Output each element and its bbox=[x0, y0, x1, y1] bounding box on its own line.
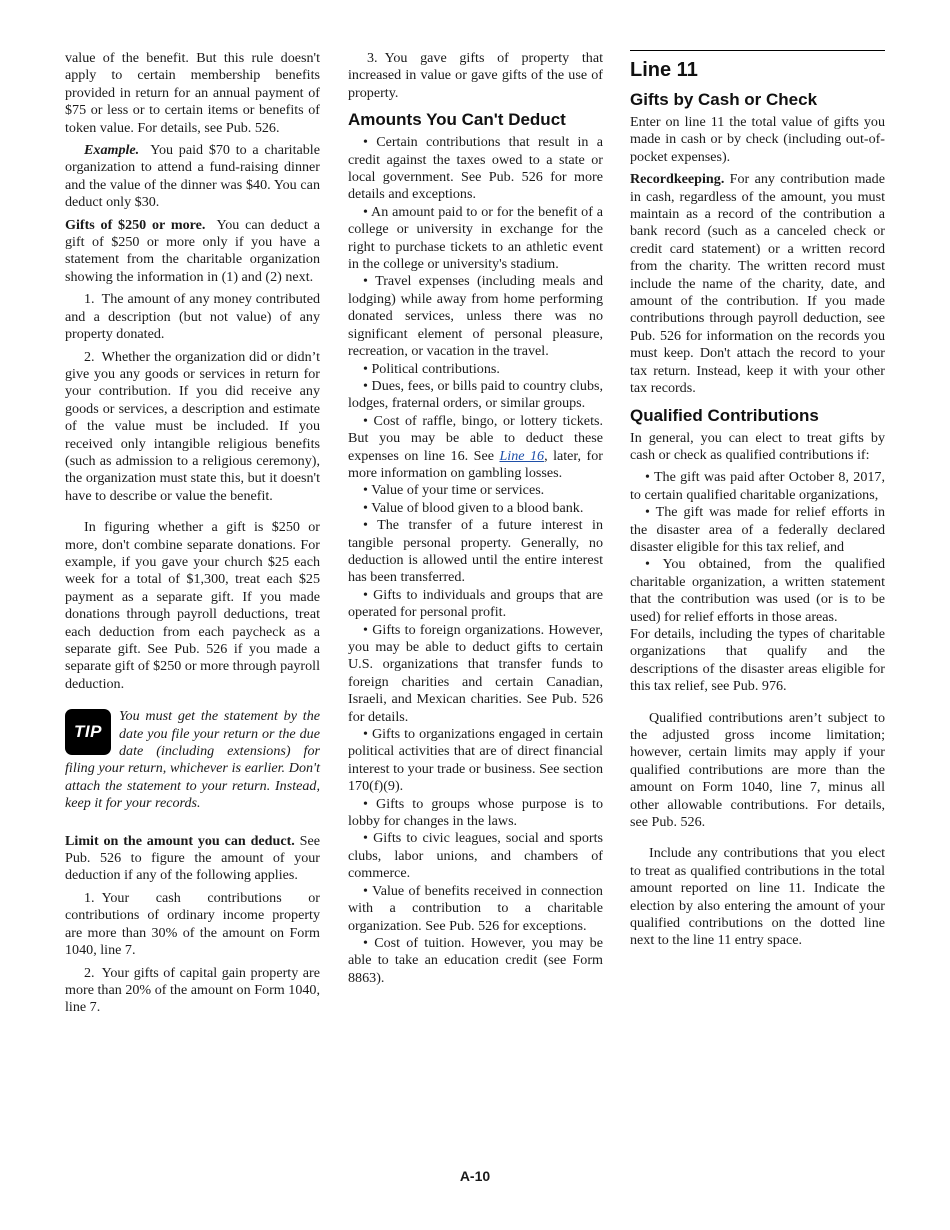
numbered-item-3: 3. You gave gifts of property that increased in value or gave gifts of the use of property. bbox=[348, 50, 603, 101]
bullet-item bbox=[348, 587, 603, 622]
bullet-icon: • bbox=[645, 469, 650, 486]
paragraph-limit bbox=[65, 833, 320, 885]
bullet-text: Political contributions. bbox=[371, 360, 500, 377]
numbered-item-2: 2. Whether the organization did or didn’t give you any goods or services in return for your contribution. If you did receive any goods or services, a description and estimate of the value must be included. If you received only intangible religious benefits (such as admission to a religious ceremony), the organization must state this, but it doesn't have to describe or value the benefit. bbox=[65, 348, 320, 504]
bullet-text: An amount paid to or for the benefit of a college or university in exchange for the right to purchase tickets to an athletic event in the college or university's stadium. bbox=[348, 203, 603, 273]
bullet-icon: • bbox=[363, 934, 368, 951]
heading-line-11: Line 11 bbox=[630, 59, 698, 81]
example-label: Example. bbox=[84, 142, 140, 159]
page-number: A-10 bbox=[459, 1168, 491, 1184]
tip-icon bbox=[65, 709, 111, 755]
tip-box bbox=[65, 708, 320, 812]
bullet-icon: • bbox=[363, 795, 368, 812]
bullet-item bbox=[348, 830, 603, 882]
bullet-icon: • bbox=[363, 203, 368, 220]
bullet-text: Gifts to individuals and groups that are operated for personal profit. bbox=[348, 586, 604, 621]
bullet-text: The transfer of a future interest in tangible personal property. Generally, no deduction is allowed until the entire interest has been transferred. bbox=[348, 517, 603, 586]
bullet-text: Value of blood given to a blood bank. bbox=[371, 499, 584, 516]
limit-item-2: 2. Your gifts of capital gain property are more than 20% of the amount on Form 1040, line 7. bbox=[65, 964, 320, 1016]
bullet-icon: • bbox=[645, 556, 650, 573]
line-16-link[interactable]: Line 16 bbox=[499, 447, 545, 464]
bullet-icon: • bbox=[363, 134, 368, 151]
paragraph-qualified-intro: In general, you can elect to treat gifts by cash or check as qualified contributions if: bbox=[630, 429, 885, 463]
bullet-text: The gift was made for relief efforts in the disaster area of a federally declared disaster eligible for this tax relief, and bbox=[630, 504, 885, 555]
gifts-250-text: You can deduct a gift of $250 or more only if you have a statement from the charitable organization showing the information in (1) and (2) next. bbox=[65, 216, 321, 285]
bullet-text: Certain contributions that result in a credit against the taxes owed to a state or local government. See Pub. 526 for more details and exceptions. bbox=[348, 134, 603, 203]
bullet-text: , later, for more information on gambling losses. bbox=[348, 447, 603, 481]
paragraph-benefit-value: value of the benefit. But this rule doesn't apply to certain membership benefits provided in return for an annual payment of $75 or less or to certain items or benefits of token value. For details, see Pub. 526. bbox=[65, 50, 320, 136]
bullet-item bbox=[630, 469, 885, 504]
bullet-text: Travel expenses (including meals and lodging) while away from home performing donated services, unless there was no significant element of personal pleasure, recreation, or vacation in the travel. bbox=[348, 273, 603, 360]
bullet-icon: • bbox=[363, 517, 368, 534]
bullet-icon: • bbox=[363, 586, 368, 603]
bullet-text: Value of benefits received in connection with a contribution to a charitable organization. See Pub. 526 for exceptions. bbox=[348, 882, 603, 934]
paragraph-recordkeeping bbox=[630, 171, 885, 397]
tip-icon-label: TIP bbox=[74, 722, 102, 742]
bullet-item bbox=[348, 500, 603, 517]
paragraph-figuring: In figuring whether a gift is $250 or more, don't combine separate donations. For example, if you gave your church $25 each week for a total of $1,300, treat each $25 payment as a separate gift. If you made donations through payroll deductions, treat each deduction from each paycheck as a separate gift. See Pub. 526 if you made a separate gift of $250 or more through payroll deduction. bbox=[65, 519, 320, 692]
bullet-item bbox=[348, 883, 603, 935]
bullet-icon: • bbox=[645, 504, 650, 521]
column-right bbox=[630, 50, 885, 950]
bullet-item bbox=[348, 273, 603, 360]
bullet-icon: • bbox=[363, 360, 368, 377]
column-middle bbox=[348, 50, 603, 987]
heading-amounts-cant-deduct: Amounts You Can't Deduct bbox=[348, 110, 566, 130]
paragraph-enter-line-11: Enter on line 11 the total value of gifts you made in cash or by check (including out-of-pocket expenses). bbox=[630, 114, 885, 165]
bullet-item bbox=[348, 796, 603, 831]
bullet-icon: • bbox=[363, 830, 368, 847]
paragraph-agi-limitation: Qualified contributions aren’t subject to the adjusted gross income limitation; however, certain limits may apply if your qualified contributions are more than the amount on Form 1040, line 7, minus all other allowable contributions. For details, see Pub. 526. bbox=[630, 709, 885, 831]
bullet-text: Dues, fees, or bills paid to country clubs, lodges, fraternal orders, or similar groups. bbox=[348, 377, 604, 412]
bullet-icon: • bbox=[363, 882, 368, 899]
recordkeeping-label: Recordkeeping. bbox=[630, 171, 725, 188]
bullet-item bbox=[348, 517, 603, 587]
bullet-item bbox=[630, 556, 885, 626]
heading-qualified-contributions: Qualified Contributions bbox=[630, 405, 819, 425]
bullet-text: You obtained, from the qualified charitable organization, a written statement that the contribution was used (or is to be used) for relief efforts in those areas. bbox=[630, 556, 885, 625]
bullet-icon: • bbox=[363, 482, 368, 499]
paragraph-election: Include any contributions that you elect to treat as qualified contributions in the total amount reported on line 11. Indicate the election by also entering the amount of your qualified contributions on the dotted line next to the line 11 entry space. bbox=[630, 845, 885, 949]
bullet-item bbox=[348, 482, 603, 499]
paragraph-gifts-250 bbox=[65, 217, 320, 287]
bullet-item bbox=[630, 504, 885, 556]
numbered-item-1: 1. The amount of any money contributed and a description (but not value) of any property donated. bbox=[65, 291, 320, 343]
heading-gifts-cash-check: Gifts by Cash or Check bbox=[630, 90, 818, 109]
gifts-250-label: Gifts of $250 or more. bbox=[65, 216, 206, 233]
bullet-item bbox=[348, 204, 603, 274]
bullet-text: Cost of tuition. However, you may be able to take an education credit (see Form 8863). bbox=[348, 934, 603, 986]
bullet-text: Gifts to civic leagues, social and sports clubs, labor unions, and chambers of commerce. bbox=[348, 830, 603, 882]
limit-text: See Pub. 526 to figure the amount of your deduction if any of the following applies. bbox=[65, 832, 320, 884]
example-text: You paid $70 to a charitable organization to attend a fund-raising dinner and the value of the dinner was $40. You can deduct only $30. bbox=[65, 142, 320, 211]
bullet-text: The gift was paid after October 8, 2017, to certain qualified charitable organizations, bbox=[630, 469, 885, 503]
bullet-text: Value of your time or services. bbox=[371, 482, 545, 499]
bullet-icon: • bbox=[363, 726, 368, 743]
bullet-icon: • bbox=[363, 499, 368, 516]
bullet-text: Gifts to organizations engaged in certain political activities that are of direct financial interest to your trade or business. See section 170(f)(9). bbox=[348, 726, 603, 795]
bullet-icon: • bbox=[363, 377, 368, 394]
bullet-text: Gifts to foreign organizations. However, you may be able to deduct gifts to certain U.S. organizations that transfer funds to foreign charities and certain Canadian, Israeli, and Mexican charities. See Pub. 526 for details. bbox=[348, 621, 603, 725]
bullet-icon: • bbox=[363, 412, 368, 429]
tip-text: You must get the statement by the date you file your return or the due date (including extensions) for filing your return, whichever is earlier. Don't attach the statement to your return. Instead, keep it for your records. bbox=[65, 708, 320, 812]
bullet-item bbox=[348, 413, 603, 483]
bullet-item bbox=[348, 378, 603, 413]
bullet-item bbox=[348, 134, 603, 204]
bullet-icon: • bbox=[363, 273, 368, 290]
paragraph-details-pub-976: For details, including the types of charitable organizations that qualify and the descriptions of the disaster areas eligible for this tax relief, see Pub. 976. bbox=[630, 625, 885, 695]
bullet-item bbox=[348, 726, 603, 796]
limit-label: Limit on the amount you can deduct. bbox=[65, 832, 295, 849]
recordkeeping-text: For any contribution made in cash, regardless of the amount, you must maintain as a record of the contribution a bank record (such as a canceled check or credit card statement) or a written record from the charity. The written record must include the name of the charity, date, and amount of the contribution. If you made contributions through payroll deduction, see Pub. 526 for information on the records you must keep. Don't attach the record to your tax return. Instead, keep it with your other tax records. bbox=[630, 171, 885, 397]
bullet-item bbox=[348, 935, 603, 987]
paragraph-example bbox=[65, 142, 320, 212]
bullet-item bbox=[348, 361, 603, 378]
bullet-item bbox=[348, 622, 603, 726]
bullet-text: Cost of raffle, bingo, or lottery tickets. But you may be able to deduct these expenses on line 16. See bbox=[348, 412, 603, 464]
bullet-icon: • bbox=[363, 621, 368, 638]
column-left bbox=[65, 50, 320, 1017]
bullet-text: Gifts to groups whose purpose is to lobby for changes in the laws. bbox=[348, 795, 603, 830]
limit-item-1: 1. Your cash contributions or contributions of ordinary income property are more than 30% of the amount on Form 1040, line 7. bbox=[65, 889, 320, 959]
